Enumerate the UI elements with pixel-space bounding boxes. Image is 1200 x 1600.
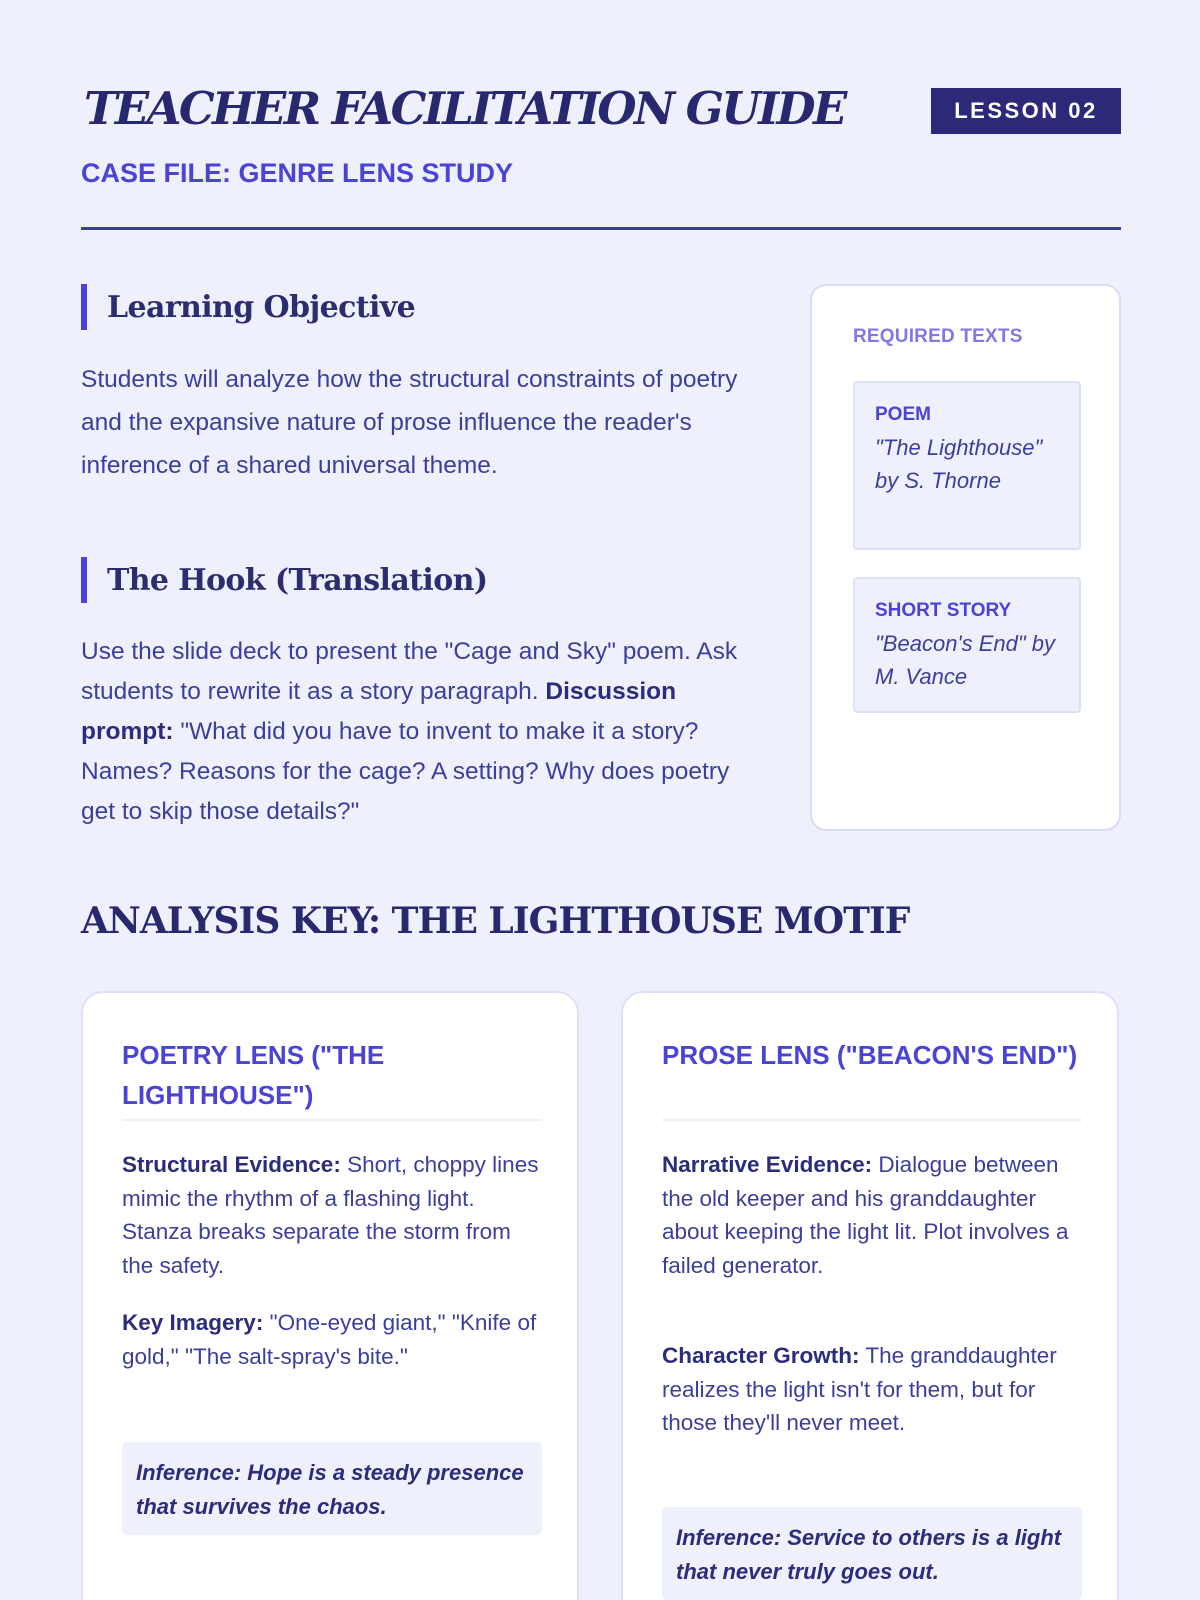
required-text-card-poem — [853, 381, 1081, 550]
evidence-label: Narrative Evidence: — [662, 1152, 873, 1177]
required-texts-sidebar — [810, 284, 1121, 831]
hook-text — [81, 632, 761, 832]
evidence-text: Dialogue between the old keeper and his granddaughter about keeping the light lit. Plot involves a failed generator. — [662, 1152, 1069, 1278]
key-imagery — [122, 1306, 542, 1373]
evidence-text: Short, choppy lines mimic the rhythm of a flashing light. Stanza breaks separate the storm from the safety. — [122, 1152, 539, 1278]
evidence-label: Character Growth: — [662, 1343, 860, 1368]
inference-box: Inference: Hope is a steady presence that survives the chaos. — [122, 1442, 542, 1535]
learning-objective-heading: Learning Objective — [81, 284, 415, 330]
page-title: TEACHER FACILITATION GUIDE — [84, 82, 845, 135]
evidence-label: Key Imagery: — [122, 1310, 264, 1335]
evidence-label: Structural Evidence: — [122, 1152, 341, 1177]
prose-lens-card — [621, 991, 1119, 1600]
analysis-key-title: ANALYSIS KEY: THE LIGHTHOUSE MOTIF — [81, 900, 910, 942]
learning-objective-text: Students will analyze how the structural constraints of poetry and the expansive nature of prose influence the reader's inference of a shared universal theme. — [81, 366, 738, 479]
lesson-badge: LESSON 02 — [931, 88, 1121, 134]
text-title: "Beacon's End" by M. Vance — [875, 631, 1056, 689]
hook-instructions: Use the slide deck to present the "Cage and Sky" poem. Ask students to rewrite it as a story paragraph. — [81, 638, 738, 705]
discussion-prompt-label: Discussion prompt: — [81, 678, 677, 745]
lens-card-heading: PROSE LENS ("BEACON'S END") — [662, 1035, 1082, 1121]
character-growth — [662, 1339, 1082, 1440]
required-text-card-short-story — [853, 577, 1081, 713]
page-header — [81, 82, 1121, 230]
hook-heading: The Hook (Translation) — [81, 557, 487, 603]
text-title: "The Lighthouse" by S. Thorne — [875, 435, 1043, 493]
narrative-evidence — [662, 1148, 1082, 1282]
case-file-subtitle: CASE FILE: GENRE LENS STUDY — [81, 158, 514, 188]
text-genre: SHORT STORY — [875, 600, 1012, 621]
poetry-lens-card — [81, 991, 579, 1600]
evidence-text: The granddaughter realizes the light isn't for them, but for those they'll never meet. — [662, 1343, 1057, 1435]
discussion-prompt-text: "What did you have to invent to make it a story? Names? Reasons for the cage? A setting? Why does poetry get to skip those details?" — [81, 718, 730, 825]
inference-box: Inference: Service to others is a light that never truly goes out. — [662, 1507, 1082, 1600]
facilitation-guide-page — [81, 0, 1121, 1600]
required-texts-label: REQUIRED TEXTS — [853, 326, 1023, 347]
evidence-text: "One-eyed giant," "Knife of gold," "The salt-spray's bite." — [122, 1310, 537, 1369]
text-genre: POEM — [875, 404, 931, 425]
structural-evidence — [122, 1148, 542, 1282]
lens-card-heading: POETRY LENS ("THE LIGHTHOUSE") — [122, 1035, 542, 1121]
